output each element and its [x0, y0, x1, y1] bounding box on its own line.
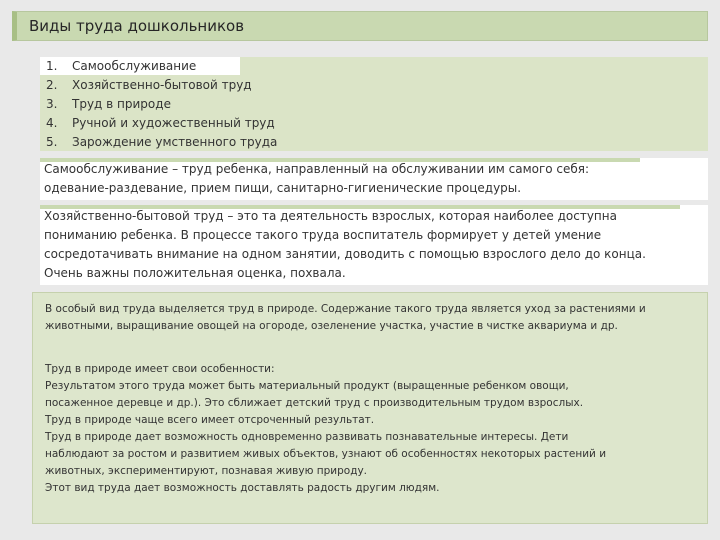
box-line: Труд в природе дает возможность одновременно развивать познавательные интересы. Дети: [45, 431, 569, 443]
box-line: Этот вид труда дает возможность доставлять радость другим людям.: [45, 482, 440, 494]
para-accent-bar: [40, 205, 680, 209]
box-line: Результатом этого труда может быть материальный продукт (выращенные ребенком овощи,: [45, 380, 569, 392]
paragraph-line: Хозяйственно-бытовой труд – это та деятельность взрослых, которая наиболее доступна: [44, 209, 617, 223]
box-line: Труд в природе чаще всего имеет отсроченный результат.: [45, 414, 375, 426]
box-line: Труд в природе имеет свои особенности:: [45, 363, 275, 375]
list-item: 1. Самообслуживание: [46, 59, 197, 73]
paragraph-line: одевание-раздевание, прием пищи, санитарно-гигиенические процедуры.: [44, 181, 522, 195]
slide-title: Виды труда дошкольников: [29, 17, 245, 35]
self-service-paragraph: [40, 158, 708, 200]
slide-title-bar: [12, 11, 708, 41]
nature-labor-box: [32, 292, 708, 524]
paragraph-line: сосредотачивать внимание на одном занятии, доводить с помощью взрослого дело до конца.: [44, 247, 646, 261]
paragraph-line: Самообслуживание – труд ребенка, направленный на обслуживании им самого себя:: [44, 162, 590, 176]
paragraph-line: пониманию ребенка. В процессе такого труда воспитатель формирует у детей умение: [44, 228, 602, 242]
box-line: В особый вид труда выделяется труд в природе. Содержание такого труда является уход за растениями и: [45, 303, 646, 315]
list-item: 5. Зарождение умственного труда: [46, 135, 278, 149]
box-line: наблюдают за ростом и развитием живых объектов, узнают об особенностях некоторых растений и: [45, 448, 607, 460]
labor-types-list: [40, 57, 708, 151]
box-line: животными, выращивание овощей на огороде, озеленение участка, участие в чистке аквариума и др.: [45, 320, 618, 332]
household-labor-paragraph: [40, 205, 708, 285]
list-item: 2. Хозяйственно-бытовой труд: [46, 78, 252, 92]
list-item: 3. Труд в природе: [46, 97, 171, 111]
box-line: животных, экспериментируют, познавая живую природу.: [45, 465, 368, 477]
paragraph-line: Очень важны положительная оценка, похвала.: [44, 266, 346, 280]
list-item: 4. Ручной и художественный труд: [46, 116, 275, 130]
para-accent-bar: [40, 158, 640, 162]
box-line: посаженное деревце и др.). Это сближает детский труд с производительным трудом взрослых.: [45, 397, 584, 409]
